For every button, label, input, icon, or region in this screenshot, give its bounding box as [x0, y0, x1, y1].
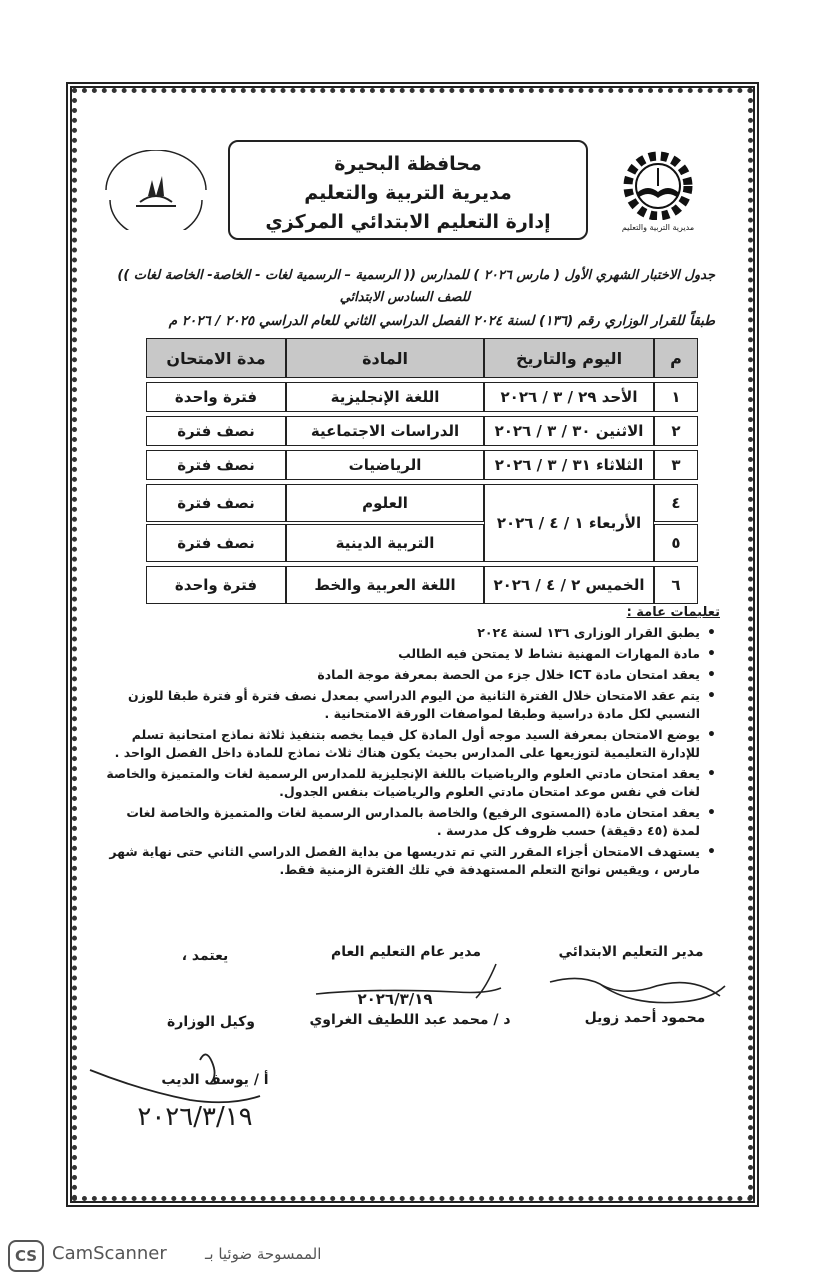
- table-row-duration: نصف فترة: [146, 524, 286, 562]
- notes-heading: تعليمات عامة :: [626, 605, 720, 620]
- header-subject: المادة: [286, 338, 484, 378]
- primary-director-name: محمود أحمد زويل: [584, 1010, 706, 1026]
- deputy-name: أ / يوسف الديب: [161, 1072, 269, 1088]
- governorate-name: محافظة البحيرة: [334, 153, 482, 175]
- table-row-date: الخميس ٢ / ٤ / ٢٠٢٦: [484, 566, 654, 604]
- table-row-subject: اللغة الإنجليزية: [286, 382, 484, 412]
- list-item: • يعقد امتحان مادتي العلوم والرياضيات باللغة الإنجليزية للمدارس الرسمية لغات والمتميزة والخاصة لغات في نفس موعد امتحان مادتي العلوم والرياضيات بنفس الجدول.: [96, 765, 716, 801]
- table-row-duration: نصف فترة: [146, 416, 286, 446]
- primary-signature-icon: [540, 966, 730, 1016]
- primary-director-title: مدير التعليم الابتدائي: [558, 944, 704, 960]
- table-row-date: الأحد ٢٩ / ٣ / ٢٠٢٦: [484, 382, 654, 412]
- administration-name: إدارة التعليم الابتدائي المركزي: [265, 211, 551, 233]
- table-row-subject: الرياضيات: [286, 450, 484, 480]
- header-duration: مدة الامتحان: [146, 338, 286, 378]
- deputy-date: ٢٠٢٦/٣/١٩: [137, 1102, 253, 1132]
- table-row-duration: نصف فترة: [146, 450, 286, 480]
- header-num: م: [654, 338, 698, 378]
- header-date: اليوم والتاريخ: [484, 338, 654, 378]
- table-row-subject: التربية الدينية: [286, 524, 484, 562]
- schedule-title: جدول الاختبار الشهري الأول ( مارس ٢٠٢٦ ) للمدارس (( الرسمية – الرسمية لغات - الخاصة- الخاصة لغات )): [117, 268, 715, 283]
- list-item: • يستهدف الامتحان أجزاء المقرر التي تم تدريسها من بداية الفصل الدراسي الثاني حتى نهاية شهر مارس ، ويقيس نواتج التعلم المستهدفة في تلك الفترة الزمنية فقط.: [96, 843, 716, 879]
- grade-title: للصف السادس الابتدائي: [339, 290, 470, 305]
- header-box: [228, 140, 588, 240]
- list-item: • يوضع الامتحان بمعرفة السيد موجه أول المادة كل فيما يخصه بتنفيذ ثلاثة نماذج امتحانية تسلم للإدارة التعليمية لتوزيعها على المدارس بحيث يكون هناك ثلاث نماذج للمادة داخل الفصل الواحد .: [96, 726, 716, 762]
- notes-list: [96, 624, 716, 882]
- table-row-date: الأربعاء ١ / ٤ / ٢٠٢٦: [484, 484, 654, 562]
- list-item: • مادة المهارات المهنية نشاط لا يمتحن فيه الطالب: [96, 645, 716, 663]
- general-director-date: ٢٠٢٦/٣/١٩: [357, 990, 433, 1008]
- list-item: • يتم عقد الامتحان خلال الفترة الثانية من اليوم الدراسي بمعدل نصف فترة أو فترة طبقا للوزن النسبي لكل مادة دراسية وطبقا لمواصفات الورقة الامتحانية .: [96, 687, 716, 723]
- table-row-num: ٢: [654, 416, 698, 446]
- exam-table: [146, 338, 698, 606]
- table-row-num: ٣: [654, 450, 698, 480]
- table-row-num: ٥: [654, 524, 698, 562]
- general-director-title: مدير عام التعليم العام: [331, 944, 481, 960]
- table-row-duration: فترة واحدة: [146, 382, 286, 412]
- deputy-title: وكيل الوزارة: [167, 1014, 255, 1030]
- approve-label: يعتمد ،: [181, 948, 229, 964]
- table-row-duration: فترة واحدة: [146, 566, 286, 604]
- logo-caption: مديرية التربية والتعليم: [621, 223, 695, 232]
- table-row-num: ٤: [654, 484, 698, 522]
- camscanner-brand: CamScanner: [52, 1243, 167, 1264]
- table-row-date: الثلاثاء ٣١ / ٣ / ٢٠٢٦: [484, 450, 654, 480]
- table-row-subject: العلوم: [286, 484, 484, 522]
- general-director-name: د / محمد عبد اللطيف الغراوي: [309, 1012, 511, 1028]
- gear-book-logo: [606, 146, 710, 232]
- directorate-name: مديرية التربية والتعليم: [304, 182, 512, 204]
- list-item: • يعقد امتحان مادة (المستوى الرفيع) والخاصة بالمدارس الرسمية لغات والمتميزة والخاصة لغات لمدة (٤٥ دقيقة) حسب ظروف كل مدرسة .: [96, 804, 716, 840]
- camscanner-icon: CS: [8, 1240, 44, 1272]
- table-row-num: ١: [654, 382, 698, 412]
- table-row-num: ٦: [654, 566, 698, 604]
- table-row-subject: الدراسات الاجتماعية: [286, 416, 484, 446]
- table-row-date: الاثنين ٣٠ / ٣ / ٢٠٢٦: [484, 416, 654, 446]
- camscanner-arabic: الممسوحة ضوئيا بـ: [205, 1245, 322, 1263]
- table-row-duration: نصف فترة: [146, 484, 286, 522]
- decree-title: طبقاً للقرار الوزاري رقم (١٣٦) لسنة ٢٠٢٤ الفصل الدراسي الثاني للعام الدراسي ٢٠٢٥ / ٢٠٢٦ م: [168, 313, 715, 329]
- list-item: • يعقد امتحان مادة ICT خلال جزء من الحصة بمعرفة موجة المادة: [96, 666, 716, 684]
- directorate-logo: [96, 150, 216, 230]
- list-item: • يطبق القرار الوزارى ١٣٦ لسنة ٢٠٢٤: [96, 624, 716, 642]
- table-row-subject: اللغة العربية والخط: [286, 566, 484, 604]
